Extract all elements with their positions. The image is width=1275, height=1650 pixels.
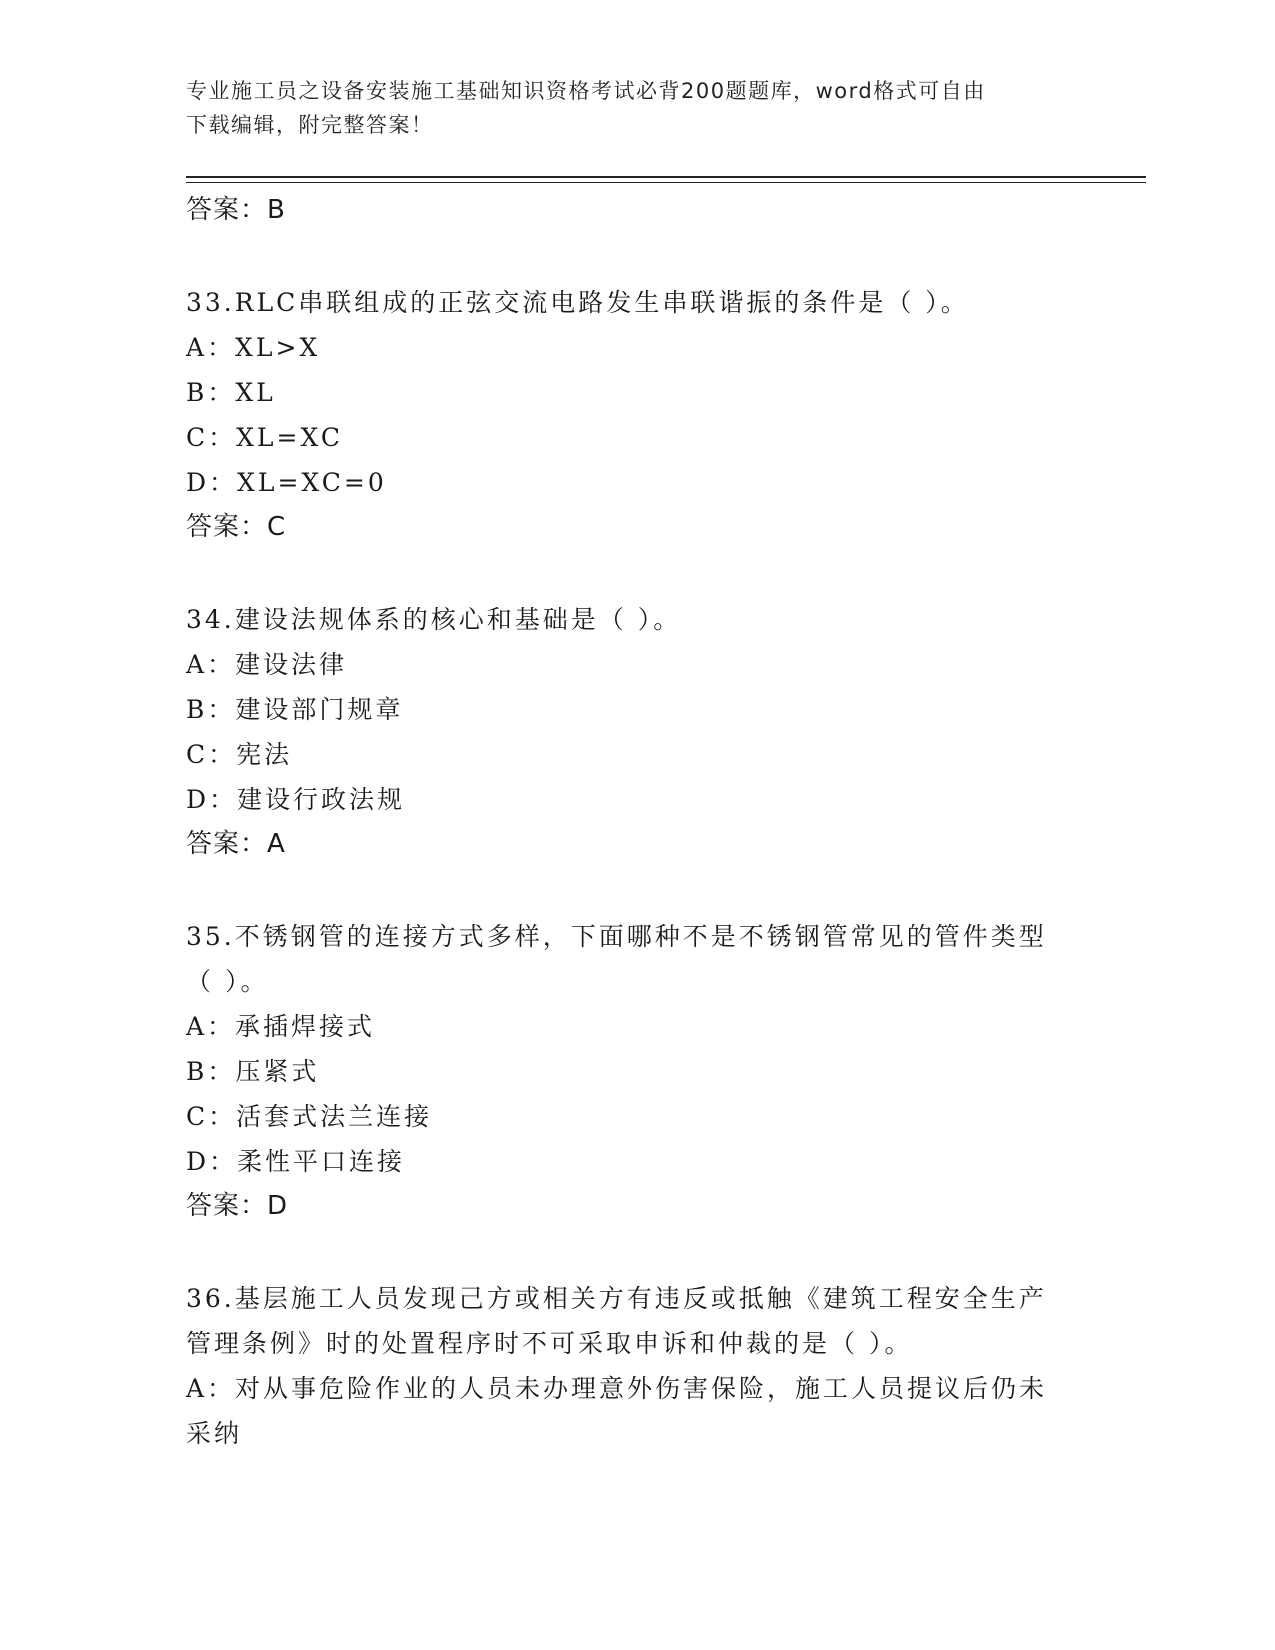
header-divider-thin [186,182,1146,183]
option-b: B：建设部门规章 [186,695,404,724]
question-36 [186,1276,1086,1456]
option-c: C：宪法 [186,740,293,769]
question-text-line-2: （ ）。 [186,967,269,996]
question-text: 34.建设法规体系的核心和基础是（ ）。 [186,605,682,634]
answer-line: 答案：A [186,829,286,859]
option-a: A：XL>X [186,333,321,362]
option-d: D：XL=XC=0 [186,468,387,497]
document-header [186,74,1066,142]
header-line-1: 专业施工员之设备安装施工基础知识资格考试必背200题题库，word格式可自由 [186,79,986,103]
question-text-line-1: 35.不锈钢管的连接方式多样，下面哪种不是不锈钢管常见的管件类型 [186,922,1047,951]
header-line-2: 下载编辑，附完整答案！ [186,113,434,137]
answer-line: 答案：C [186,512,287,542]
option-c: C：XL=XC [186,423,343,452]
option-d: D：建设行政法规 [186,785,406,814]
option-a-line-2: 采纳 [186,1419,243,1448]
question-text: 33.RLC串联组成的正弦交流电路发生串联谐振的条件是（ ）。 [186,288,969,317]
option-a: A：建设法律 [186,650,348,679]
option-b: B：压紧式 [186,1057,320,1086]
question-34 [186,597,1086,867]
option-b: B：XL [186,378,276,407]
question-33 [186,280,1086,550]
question-35 [186,914,1086,1229]
question-list [186,188,1086,1456]
question-text-line-1: 36.基层施工人员发现己方或相关方有违反或抵触《建筑工程安全生产 [186,1284,1047,1313]
option-d: D：柔性平口连接 [186,1147,406,1176]
option-a: A：承插焊接式 [186,1012,376,1041]
option-c: C：活套式法兰连接 [186,1102,433,1131]
answer-line: 答案：D [186,1191,289,1221]
answer-line: 答案：B [186,195,286,225]
option-a-line-1: A：对从事危险作业的人员未办理意外伤害保险，施工人员提议后仍未 [186,1374,1048,1403]
header-divider-thick [186,176,1146,178]
question-text-line-2: 管理条例》时的处置程序时不可采取申诉和仲裁的是（ ）。 [186,1329,913,1358]
